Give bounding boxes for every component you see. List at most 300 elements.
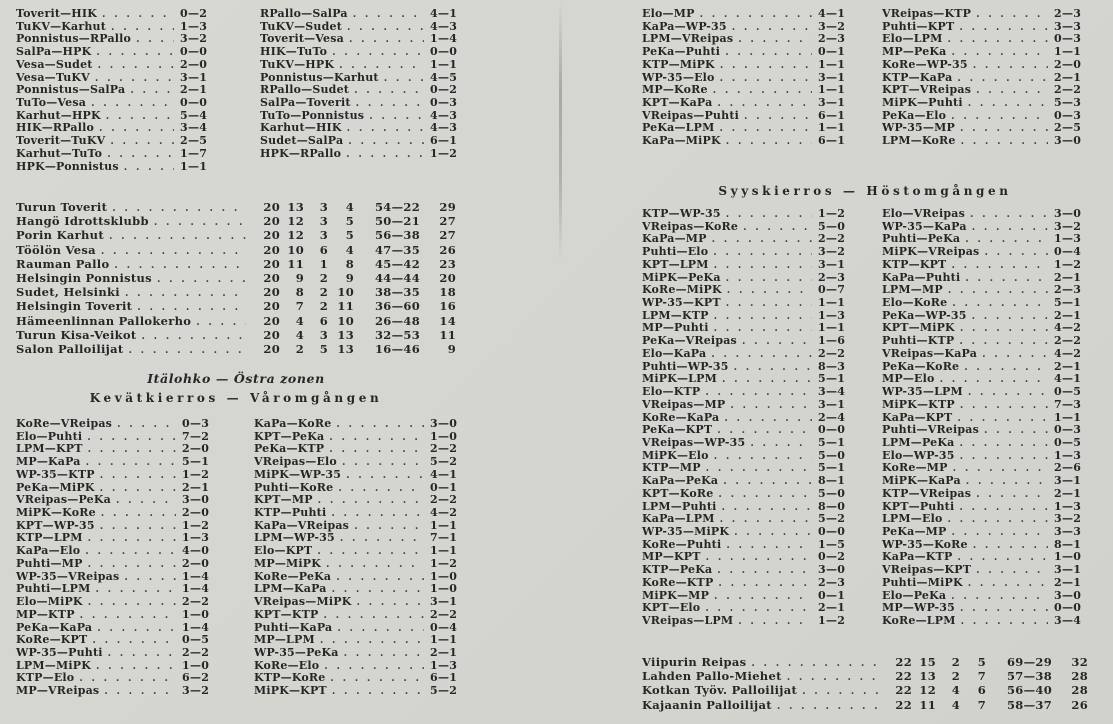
left-spring-results-column-1: [16, 8, 208, 173]
wins: 13: [919, 669, 936, 684]
match-teams: KPT—KTP: [254, 607, 319, 621]
match-teams: KPT—LPM: [642, 257, 709, 271]
goal-difference: 54—22: [374, 200, 420, 214]
draws: 6: [319, 313, 328, 328]
standings-row: [16, 299, 456, 313]
match-score: 4—1: [430, 7, 458, 20]
points: 16: [439, 299, 456, 314]
match-teams: HPK—RPallo: [260, 146, 342, 160]
team-name: Helsingin Ponnistus: [16, 270, 152, 285]
match-row: [642, 615, 846, 628]
match-row: [16, 59, 208, 72]
match-score: 1—0: [182, 607, 210, 621]
match-teams: KoRe—KPT: [16, 633, 88, 647]
match-score: 2—1: [182, 480, 210, 494]
match-score: 0—3: [182, 417, 210, 430]
match-teams: Puhti—KTP: [882, 334, 955, 348]
match-row: [882, 135, 1082, 148]
match-score: 1—0: [182, 658, 210, 672]
match-score: 3—2: [1054, 219, 1082, 233]
match-teams: KaPa—WP-35: [642, 19, 727, 33]
match-teams: KaPa—KTP: [882, 550, 953, 564]
points: 26: [439, 242, 456, 257]
wins: 4: [295, 313, 304, 328]
match-score: 2—3: [1054, 7, 1082, 20]
match-teams: WP-35—Elo: [642, 70, 715, 84]
match-teams: KaPa—MiPK: [642, 134, 721, 148]
match-score: 2—1: [818, 601, 846, 615]
match-teams: KaPa—LPM: [642, 512, 715, 526]
dot-leader: [738, 616, 812, 629]
match-score: 2—4: [818, 410, 846, 424]
match-teams: PeKa—VReipas: [642, 334, 737, 348]
match-row: [642, 437, 846, 450]
match-score: 0—5: [1054, 435, 1082, 449]
match-score: 2—0: [1054, 57, 1082, 71]
losses: 13: [337, 327, 354, 342]
games-played: 22: [895, 669, 912, 684]
team-name: Töölön Vesa: [16, 242, 96, 257]
match-teams: KoRe—MP: [882, 461, 948, 475]
match-score: 2—5: [180, 134, 208, 148]
match-teams: MP—MiPK: [254, 556, 322, 570]
match-score: 1—2: [1054, 257, 1082, 271]
match-score: 5—1: [818, 372, 846, 386]
match-teams: HIK—TuTo: [260, 45, 328, 59]
match-score: 0—1: [430, 480, 458, 494]
team-name: Kotkan Työv. Palloilijat: [642, 683, 798, 698]
match-teams: KoRe—VReipas: [16, 417, 113, 430]
match-teams: PeKa—LPM: [642, 121, 715, 135]
goal-difference: 26—48: [374, 313, 420, 328]
draws: 2: [951, 669, 960, 684]
match-teams: Elo—LPM: [882, 32, 943, 46]
match-score: 1—0: [430, 429, 458, 443]
points: 27: [439, 228, 456, 243]
match-score: 0—2: [818, 550, 846, 564]
match-row: [642, 577, 846, 590]
match-score: 3—1: [1054, 563, 1082, 577]
east-spring-results-column-2: [254, 418, 458, 698]
match-teams: Toverit—HIK: [16, 7, 98, 20]
match-row: [882, 297, 1082, 310]
match-row: [642, 208, 846, 221]
goal-difference: 58—37: [1006, 697, 1052, 712]
match-teams: HIK—RPallo: [16, 121, 95, 135]
goal-difference: 38—35: [374, 285, 420, 300]
match-teams: Puhti—LPM: [16, 582, 91, 596]
match-row: [16, 418, 210, 431]
match-score: 1—3: [1054, 448, 1082, 462]
standings-row: [16, 328, 456, 342]
match-score: 1—4: [430, 32, 458, 46]
match-score: 0—0: [180, 96, 208, 110]
goal-difference: 50—21: [374, 214, 420, 229]
match-teams: VReipas—MP: [642, 397, 726, 411]
match-row: [642, 526, 846, 539]
team-name: Salon Palloilijat: [16, 341, 124, 356]
goal-difference: 36—60: [374, 299, 420, 314]
match-teams: Puhti—MiPK: [882, 575, 963, 589]
match-row: [254, 596, 458, 609]
match-row: [16, 545, 210, 558]
standings-row: [642, 655, 1088, 669]
match-score: 1—4: [182, 620, 210, 634]
standings-row: [16, 271, 456, 285]
match-teams: KoRe—KTP: [642, 575, 714, 589]
dot-leader: [961, 136, 1048, 149]
losses: 13: [337, 341, 354, 356]
match-teams: LPM—KaPa: [254, 582, 327, 596]
dot-leader: [124, 162, 174, 175]
match-teams: WP-35—KoRe: [882, 537, 968, 551]
match-score: 2—2: [1054, 83, 1082, 97]
match-teams: Elo—WP-35: [882, 448, 955, 462]
match-score: 0—2: [430, 83, 458, 97]
match-teams: LPM—WP-35: [254, 531, 335, 545]
match-row: [882, 97, 1082, 110]
dot-leader: [726, 136, 812, 149]
match-teams: KaPa—KPT: [882, 410, 953, 424]
match-row: [16, 507, 210, 520]
match-row: [882, 8, 1082, 21]
match-score: 1—1: [180, 159, 208, 173]
match-score: 3—1: [430, 595, 458, 609]
match-score: 0—1: [818, 588, 846, 602]
match-teams: KTP—Puhti: [254, 506, 327, 520]
match-teams: Ponnistus—RPallo: [16, 32, 132, 46]
match-score: 2—1: [430, 645, 458, 659]
match-score: 2—0: [180, 57, 208, 71]
team-name: Turun Kisa-Veikot: [16, 327, 137, 342]
match-teams: MP—KTP: [16, 607, 75, 621]
match-score: 0—0: [180, 45, 208, 59]
match-score: 2—3: [818, 270, 846, 284]
match-row: [16, 596, 210, 609]
match-teams: WP-35—Puhti: [16, 645, 103, 659]
games-played: 22: [895, 697, 912, 712]
match-score: 2—2: [818, 232, 846, 246]
draws: 2: [319, 285, 328, 300]
match-teams: PeKa—MP: [882, 524, 947, 538]
match-score: 1—2: [818, 614, 846, 627]
team-name: Lahden Pallo-Miehet: [642, 669, 782, 684]
goal-difference: 44—44: [374, 270, 420, 285]
standings-row: [642, 698, 1088, 712]
match-score: 4—2: [1054, 346, 1082, 360]
match-teams: Karhut—TuTo: [16, 146, 103, 160]
match-teams: Sudet—SalPa: [260, 134, 344, 148]
match-score: 0—3: [1054, 423, 1082, 437]
match-teams: TuTo—Vesa: [16, 96, 87, 110]
match-teams: VReipas—KaPa: [882, 346, 978, 360]
points: 11: [439, 327, 456, 342]
match-score: 1—1: [430, 518, 458, 532]
match-score: 1—2: [182, 467, 210, 481]
match-row: [16, 469, 210, 482]
match-teams: KoRe—KaPa: [642, 410, 720, 424]
match-teams: KaPa—Puhti: [882, 270, 961, 284]
points: 23: [439, 256, 456, 271]
match-score: 3—0: [1054, 588, 1082, 602]
match-row: [254, 545, 458, 558]
match-row: [642, 59, 846, 72]
match-score: 8—3: [818, 359, 846, 373]
match-score: 4—2: [1054, 321, 1082, 335]
match-teams: Elo—KPT: [254, 544, 313, 558]
match-score: 2—5: [1054, 121, 1082, 135]
match-teams: Toverit—Vesa: [260, 32, 344, 46]
draws: 4: [951, 683, 960, 698]
match-score: 3—3: [1054, 524, 1082, 538]
match-teams: VReipas—PeKa: [16, 493, 111, 507]
match-score: 8—1: [1054, 537, 1082, 551]
match-teams: MiPK—MP: [642, 588, 710, 602]
match-score: 5—0: [818, 448, 846, 462]
match-teams: KaPa—PeKa: [642, 474, 719, 488]
match-score: 7—3: [1054, 397, 1082, 411]
goal-difference: 47—35: [374, 242, 420, 257]
match-teams: KPT—MiPK: [882, 321, 955, 335]
match-row: [16, 8, 208, 21]
match-teams: WP-35—PeKa: [254, 645, 339, 659]
match-teams: KTP—KPT: [882, 257, 947, 271]
games-played: 20: [263, 214, 280, 229]
games-played: 20: [263, 200, 280, 214]
match-teams: WP-35—MP: [882, 121, 955, 135]
match-teams: Vesa—Sudet: [16, 57, 93, 71]
points: 14: [439, 313, 456, 328]
match-score: 6—1: [430, 134, 458, 148]
wins: 12: [287, 228, 304, 243]
match-teams: Puhti—VReipas: [882, 423, 979, 437]
match-score: 2—2: [818, 346, 846, 360]
match-score: 2—2: [182, 595, 210, 609]
match-score: 2—2: [430, 442, 458, 456]
draws: 2: [951, 655, 960, 669]
losses: 5: [977, 655, 986, 669]
match-score: 6—1: [818, 108, 846, 122]
match-score: 0—1: [818, 45, 846, 59]
match-score: 2—2: [430, 607, 458, 621]
match-row: [882, 46, 1082, 59]
games-played: 20: [263, 270, 280, 285]
games-played: 20: [263, 242, 280, 257]
match-score: 6—1: [818, 134, 846, 148]
goal-difference: 69—29: [1006, 655, 1052, 669]
match-score: 1—1: [430, 633, 458, 647]
match-teams: LPM—PeKa: [882, 435, 955, 449]
games-played: 20: [263, 341, 280, 356]
match-score: 3—1: [180, 70, 208, 84]
match-score: 5—2: [430, 684, 458, 698]
team-name: Sudet, Helsinki: [16, 285, 120, 300]
match-teams: PeKa—KPT: [642, 423, 713, 437]
team-name: Hangö Idrottsklubb: [16, 214, 149, 229]
match-score: 0—3: [1054, 32, 1082, 46]
match-score: 2—1: [180, 83, 208, 97]
match-score: 1—2: [182, 518, 210, 532]
match-row: [16, 161, 208, 174]
match-teams: MP—KaPa: [16, 455, 81, 469]
match-score: 1—0: [430, 569, 458, 583]
match-teams: Puhti—KaPa: [254, 620, 333, 634]
standings-row: [16, 342, 456, 356]
match-teams: KoRe—LPM: [882, 614, 956, 627]
match-row: [16, 46, 208, 59]
match-teams: KPT—VReipas: [882, 83, 972, 97]
goal-difference: 45—42: [374, 256, 420, 271]
match-score: 1—1: [818, 321, 846, 335]
match-teams: Elo—PeKa: [882, 588, 947, 602]
match-teams: PeKa—Elo: [882, 108, 947, 122]
points: 27: [439, 214, 456, 229]
standings-row: [642, 669, 1088, 683]
match-row: [882, 246, 1082, 259]
match-teams: KTP—WP-35: [642, 207, 721, 220]
match-score: 3—1: [818, 397, 846, 411]
wins: 4: [295, 327, 304, 342]
match-teams: KaPa—VReipas: [254, 518, 350, 532]
match-teams: MP—KoRe: [642, 83, 708, 97]
match-score: 0—4: [1054, 245, 1082, 259]
match-row: [16, 647, 210, 660]
match-row: [642, 386, 846, 399]
match-score: 1—3: [818, 308, 846, 322]
match-teams: LPM—KTP: [642, 308, 709, 322]
match-row: [16, 685, 210, 698]
match-score: 3—2: [818, 19, 846, 33]
match-teams: PeKa—KoRe: [882, 359, 960, 373]
standings-row: [16, 314, 456, 328]
match-score: 0—4: [430, 620, 458, 634]
match-teams: VReipas—WP-35: [642, 435, 746, 449]
match-teams: KPT—MP: [254, 493, 313, 507]
match-teams: MiPK—KoRe: [16, 506, 96, 520]
match-score: 4—1: [818, 7, 846, 20]
team-name: Porin Karhut: [16, 228, 104, 243]
match-row: [260, 148, 458, 161]
wins: 7: [295, 299, 304, 314]
draws: 3: [319, 327, 328, 342]
match-score: 1—1: [430, 57, 458, 71]
match-score: 0—0: [818, 524, 846, 538]
draws: 3: [319, 214, 328, 229]
match-teams: KTP—KoRe: [254, 671, 326, 685]
match-row: [882, 488, 1082, 501]
match-teams: PeKa—KaPa: [16, 620, 93, 634]
match-score: 8—1: [818, 474, 846, 488]
match-teams: KoRe—WP-35: [882, 57, 968, 71]
match-row: [882, 348, 1082, 361]
match-row: [882, 526, 1082, 539]
match-teams: KaPa—KoRe: [254, 417, 332, 430]
match-score: 1—0: [430, 582, 458, 596]
match-score: 4—3: [430, 19, 458, 33]
match-teams: Elo—MiPK: [16, 595, 83, 609]
match-score: 2—1: [1054, 70, 1082, 84]
match-score: 3—2: [182, 684, 210, 698]
match-score: 3—0: [430, 417, 458, 430]
goal-difference: 56—40: [1006, 683, 1052, 698]
match-row: [642, 564, 846, 577]
match-score: 1—3: [430, 658, 458, 672]
page-fold-shadow: [559, 0, 562, 260]
match-row: [260, 59, 458, 72]
match-row: [642, 135, 846, 148]
match-teams: KTP—LPM: [16, 531, 83, 545]
match-row: [642, 259, 846, 272]
match-teams: Puhti—PeKa: [882, 232, 961, 246]
match-score: 3—4: [180, 121, 208, 135]
match-score: 3—1: [818, 70, 846, 84]
match-teams: Ponnistus—Karhut: [260, 70, 379, 84]
games-played: 22: [895, 683, 912, 698]
match-teams: VReipas—MiPK: [254, 595, 352, 609]
match-teams: LPM—Elo: [882, 512, 943, 526]
match-row: [254, 685, 458, 698]
wins: 11: [287, 256, 304, 271]
match-teams: Puhti—KoRe: [254, 480, 334, 494]
match-teams: PeKa—KTP: [254, 442, 325, 456]
match-score: 1—2: [818, 207, 846, 220]
match-row: [882, 259, 1082, 272]
draws: 5: [319, 341, 328, 356]
match-row: [882, 386, 1082, 399]
match-score: 1—1: [818, 296, 846, 310]
match-teams: KTP—MP: [642, 461, 701, 475]
match-teams: Elo—KoRe: [882, 296, 948, 310]
match-row: [16, 456, 210, 469]
losses: 5: [345, 214, 354, 229]
match-teams: KaPa—Elo: [16, 544, 81, 558]
match-score: 5—1: [182, 455, 210, 469]
match-teams: LPM—MP: [882, 283, 943, 297]
match-teams: KTP—Elo: [16, 671, 75, 685]
points: 26: [1071, 697, 1088, 712]
match-score: 0—5: [1054, 385, 1082, 399]
match-score: 2—0: [182, 442, 210, 456]
wins: 12: [287, 214, 304, 229]
losses: 10: [337, 285, 354, 300]
points: 29: [439, 200, 456, 214]
match-score: 0—5: [182, 633, 210, 647]
match-teams: KTP—PeKa: [642, 563, 713, 577]
match-teams: TuTo—Ponnistus: [260, 108, 365, 122]
match-teams: WP-35—VReipas: [16, 569, 120, 583]
match-score: 4—1: [1054, 372, 1082, 386]
match-score: 1—3: [1054, 499, 1082, 513]
match-teams: VReipas—Puhti: [642, 108, 739, 122]
match-score: 4—5: [430, 70, 458, 84]
match-score: 3—0: [818, 563, 846, 577]
losses: 5: [345, 228, 354, 243]
match-score: 1—4: [182, 569, 210, 583]
match-score: 1—4: [182, 582, 210, 596]
wins: 10: [287, 242, 304, 257]
match-score: 2—0: [182, 556, 210, 570]
match-score: 2—1: [1054, 308, 1082, 322]
match-teams: MiPK—VReipas: [882, 245, 980, 259]
match-teams: Puhti—KPT: [882, 19, 955, 33]
standings-row: [16, 200, 456, 214]
match-score: 3—2: [1054, 512, 1082, 526]
right-standings-table: [642, 655, 1088, 712]
autumn-results-column-1: [642, 208, 846, 628]
match-score: 0—7: [818, 283, 846, 297]
match-score: 5—4: [180, 108, 208, 122]
dot-leader: [104, 686, 176, 699]
